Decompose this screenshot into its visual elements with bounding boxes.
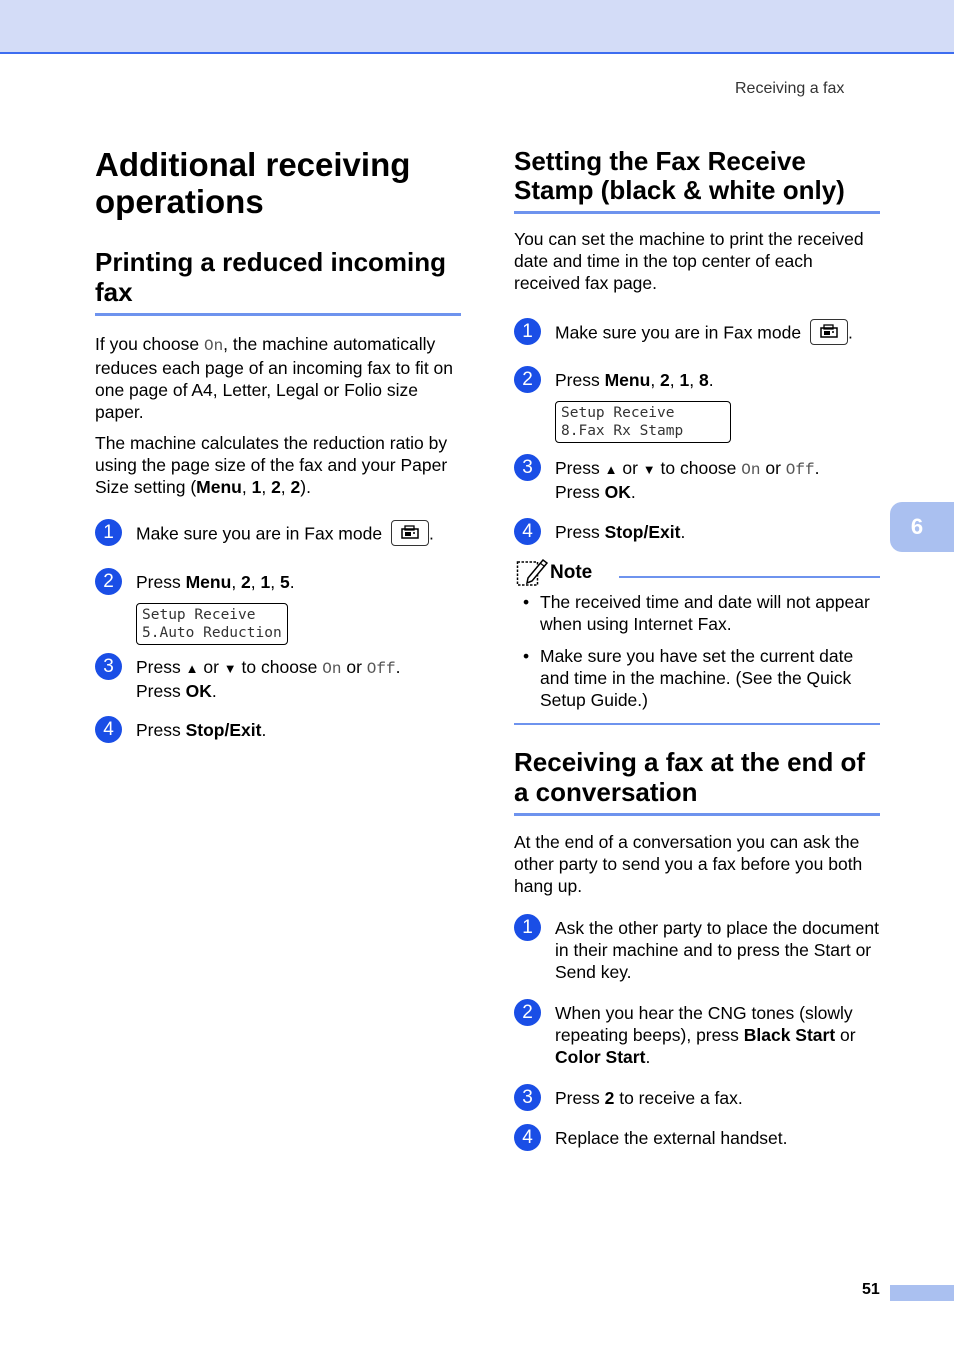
step-1: 1 Ask the other party to place the document in their machine and to press the Start or Send key. [514, 917, 880, 983]
step-number-badge: 1 [514, 318, 541, 345]
note-item: • The received time and date will not appear when using Internet Fax. [514, 591, 880, 635]
step-number-badge: 4 [514, 1124, 541, 1151]
left-column [95, 146, 461, 741]
step-number-badge: 2 [95, 568, 122, 595]
note-header [514, 557, 880, 587]
step-4: 4 Press Stop/Exit. [514, 521, 880, 543]
step-2: 2 Press Menu, 2, 1, 8. Setup Receive 8.Fax Rx Stamp [514, 369, 880, 443]
down-arrow-icon: ▼ [223, 661, 237, 676]
step-number-badge: 1 [95, 519, 122, 546]
step-number-badge: 1 [514, 914, 541, 941]
step-number-badge: 2 [514, 999, 541, 1026]
step-2: 2 When you hear the CNG tones (slowly repeating beeps), press Black Start or Color Start. [514, 1002, 880, 1068]
fax-mode-key-icon [391, 520, 429, 546]
page-title: Additional receiving operations [95, 146, 411, 220]
down-arrow-icon: ▼ [642, 462, 656, 477]
step-number-badge: 4 [514, 518, 541, 545]
lcd-display: Setup Receive 8.Fax Rx Stamp [555, 401, 731, 443]
step-number-badge: 3 [514, 1084, 541, 1111]
note-list [514, 591, 880, 711]
right-column [514, 147, 880, 1149]
step-1: 1 Make sure you are in Fax mode . [514, 321, 880, 347]
page-number: 51 [862, 1281, 880, 1298]
lcd-display: Setup Receive 5.Auto Reduction [136, 603, 288, 645]
receive-stamp-intro: You can set the machine to print the received date and time in the top center of each received fax page. [514, 229, 864, 293]
note-rule [619, 576, 880, 578]
end-of-conversation-intro: At the end of a conversation you can ask the other party to send you a fax before you both hang up. [514, 832, 863, 896]
step-number-badge: 2 [514, 366, 541, 393]
note-item: • Make sure you have set the current date and time in the machine. (See the Quick Setup Guide.) [514, 645, 880, 711]
top-band [0, 0, 954, 54]
step-3: 3 Press ▲ or ▼ to choose On or Off. Press OK. [95, 656, 461, 702]
fax-mode-key-icon [810, 319, 848, 345]
up-arrow-icon: ▲ [604, 462, 618, 477]
reduced-fax-intro: If you choose On, the machine automatically reduces each page of an incoming fax to fit on one page of A4, Letter, Legal or Folio size paper. [95, 334, 454, 422]
step-2: 2 Press Menu, 2, 1, 5. Setup Receive 5.Auto Reduction [95, 571, 461, 645]
step-4: 4 Replace the external handset. [514, 1127, 880, 1149]
page-number-bar [890, 1285, 954, 1301]
step-1: 1 Make sure you are in Fax mode . [95, 522, 461, 548]
section-heading-receive-stamp: Setting the Fax Receive Stamp (black & white only) [514, 147, 880, 214]
step-4: 4 Press Stop/Exit. [95, 719, 461, 741]
running-head: Receiving a fax [735, 80, 845, 97]
section-heading-reduced-fax: Printing a reduced incoming fax [95, 247, 461, 316]
step-3: 3 Press ▲ or ▼ to choose On or Off. Press OK. [514, 457, 880, 503]
note-box [514, 557, 880, 725]
note-label: Note [550, 562, 593, 583]
section-heading-end-of-conversation: Receiving a fax at the end of a conversation [514, 747, 880, 816]
reduction-ratio-paragraph: The machine calculates the reduction ratio by using the page size of the fax and your Paper Size setting (Menu, 1, 2, 2). [95, 433, 448, 497]
step-number-badge: 3 [95, 653, 122, 680]
chapter-tab: 6 [890, 502, 954, 552]
up-arrow-icon: ▲ [185, 661, 199, 676]
step-3: 3 Press 2 to receive a fax. [514, 1087, 880, 1109]
step-number-badge: 4 [95, 716, 122, 743]
note-pencil-icon [516, 557, 548, 592]
step-number-badge: 3 [514, 454, 541, 481]
note-end-rule [514, 723, 880, 725]
